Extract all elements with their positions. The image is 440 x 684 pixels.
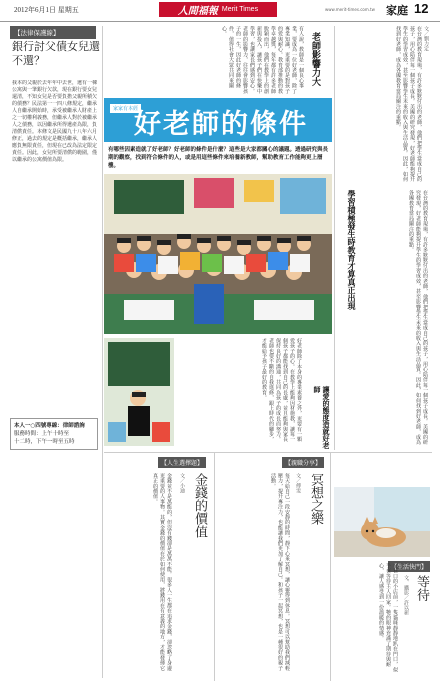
classroom-photo-art: [104, 174, 332, 334]
legal-column: [10, 26, 100, 478]
feature-caption: 讓愛的態度造就好老師: [313, 386, 330, 449]
column-divider: [214, 453, 215, 681]
waiting-tag: 【生活快門】: [388, 561, 430, 572]
brand-name-en: Merit Times: [221, 6, 259, 13]
money-article: [104, 453, 212, 681]
meditation-author: 文／傅雯: [295, 473, 301, 493]
feature-title: 好老師的條件: [134, 109, 308, 140]
column-divider: [330, 453, 331, 681]
right-body-top: 在台灣的教育現場，有許多默默付出的老師，他們把學生當成自己的孩子，用心陪伴每一個孩子成長。美國的研究發現，好老師能夠提升學生的學習成效，甚至影響學生未來的收入與生活品質。因此，如何找到好老師，成為各國教育當局關注的重點。: [395, 26, 422, 182]
page-header: [0, 0, 440, 22]
teacher-photo-art: [104, 338, 174, 446]
money-title: 金錢的價值: [192, 473, 207, 538]
website-url: www.merit-times.com.tw: [325, 7, 375, 12]
right-headline: 學習積極發生時教育才算真正出現: [347, 190, 356, 310]
hotline-line-2: 服務時間：上午十時至: [14, 431, 70, 437]
issue-date: 2012年6月1日 星期五: [14, 6, 79, 14]
waiting-title: 等待: [414, 575, 429, 601]
hotline-line-3: 十二時，下午一時至五時: [14, 439, 75, 445]
banner-tag: 家家有本經: [110, 104, 141, 113]
bottom-section: [104, 452, 432, 680]
feature-lead: 有哪些因素造就了好老師？好老師的條件是什麼？這些是大家都關心的議題。透過研究與長期的觀察，找到符合條件的人，或是用這些條件來培養新教師，幫助教育工作能夠更上層樓。: [104, 144, 332, 172]
section-name: 家庭: [386, 4, 408, 17]
feature-article: [104, 26, 332, 450]
column-divider: [334, 26, 335, 450]
meditation-body: 每天給自己一段安靜的時間，靜下心來冥想，讓心靈得到休息。冥想可以幫助我們減輕壓力，提升專注力，也能讓我們更加了解自己。和孩子一起冥想，也是一種很好的親子活動。: [270, 473, 290, 671]
masthead-logo: [159, 2, 277, 17]
money-body: 金錢並不是萬能的，但沒有錢卻是萬萬不能。很多人一生都在追求金錢，卻忽略了身邊更重要的人事物。其實金錢的價值在於如何使用，將錢用在有意義的地方，才能發揮它真正的價值。: [152, 473, 172, 671]
money-author: 文／小迪: [179, 473, 185, 493]
brand-name-zh: 人間福報: [177, 6, 218, 17]
hotline-line-1: 本人一○四號專線：律師諮詢: [14, 423, 85, 429]
meditation-tag: 【親職分享】: [282, 457, 324, 468]
feature-subhead: 老師影響力大: [310, 32, 320, 86]
column-divider: [102, 26, 103, 678]
teacher-photo: [104, 338, 174, 446]
page-number: 12: [414, 1, 429, 16]
feature-intro-text: 有人說，教師是一個良心事業，要成為一位好老師，除了專業知識，更重要的是對孩子的愛與耐心。教育部推動的教學卓越獎，每年都有許多老師脫穎而出，他們在教學上的創新與投入，讓孩子們在快樂中學習，也讓家長們感到安心。老師的影響力，往往會影響孩子的一生，因此好老師的條件，值得社會大眾共同來關心。: [221, 26, 304, 94]
feature-banner: [104, 98, 332, 142]
right-author: 文／劉力定: [423, 26, 429, 51]
waiting-body: 在巷口的小店前，一隻貓咪靜靜地趴在門口，似乎在等待主人回家。牠的眼神充滿了期待與耐心，讓人感受到一份溫暖的情感。: [378, 563, 398, 673]
meditation-article: [218, 453, 328, 681]
feature-bottom-text: 好老師除了本身的專業素養之外，更要有一顆愛孩子的心。在教學上能夠因材施教，讓每一個孩子都能找到自己的長處，並且能夠與家長保持良好的溝通，共同為孩子的成長而努力。老師也要不斷的自我進修，跟上時代的腳步，才能給予孩子最好的教育。: [261, 338, 302, 442]
legal-body: 我本的父親於去年年中去世，遺有一棟公寓與一筆銀行欠款，現在銀行要女兒還清，不知女兒是否要負擔父親所積欠的債務？民法第一一四八條規定，繼承人自繼承開始時，承受被繼承人財產上之一切權利義務，但繼承人對於被繼承人之債務，以因繼承所得遺產為限，負清償責任。本條文是民國九十八年六月修正，過去的規定是概括繼承，繼承人應負無限責任，但現在已改為法定限定責任。因此，女兒所要清償的範圍，僅以繼承的公寓價值為限。: [12, 80, 98, 163]
waiting-author: 文、攝影／許以新: [403, 575, 409, 615]
legal-headline: 銀行討父債女兒還不還？: [12, 40, 100, 67]
right-body-bottom: 在台灣的教育現場，有許多默默付出的老師，他們把學生當成自己的孩子，用心陪伴每一個孩子成長。美國的研究發現，好老師能夠提升學生的學習成效，甚至影響學生未來的收入與生活品質。因此，如何找到好老師，成為各國教育當局關注的重點。: [408, 190, 428, 445]
money-tag: 【人生選擇題】: [158, 457, 206, 468]
related-column: [336, 26, 432, 450]
waiting-article: [334, 453, 432, 681]
classroom-photo: [104, 174, 332, 334]
column-tag: 【法律保護線】: [10, 26, 96, 39]
hotline-box: [10, 418, 98, 450]
meditation-title: 冥想之樂: [308, 473, 323, 525]
